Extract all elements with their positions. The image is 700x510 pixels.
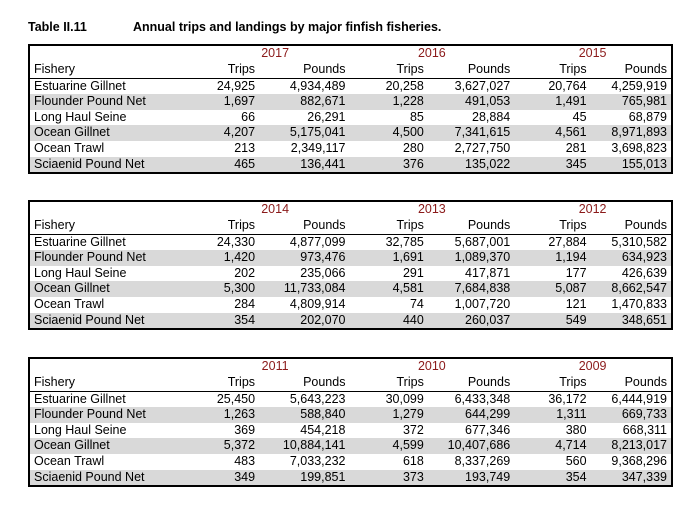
trips-column-header: Trips xyxy=(514,62,590,78)
year-label: 2017 xyxy=(261,46,290,61)
pounds-cell: 5,310,582 xyxy=(611,234,667,249)
trips-cell: 349 xyxy=(201,470,259,486)
trips-column-header: Trips xyxy=(201,62,259,78)
trips-cell: 213 xyxy=(234,140,256,155)
trips-cell: 20,258 xyxy=(385,78,424,93)
trips-cell: 36,172 xyxy=(548,391,587,406)
pounds-cell: 7,341,615 xyxy=(428,125,514,141)
trips-cell: 376 xyxy=(349,157,427,173)
pounds-cell: 2,727,750 xyxy=(454,140,511,155)
pounds-cell: 68,879 xyxy=(628,109,667,124)
pounds-column-header: Pounds xyxy=(259,218,349,234)
pounds-cell: 6,433,348 xyxy=(454,391,511,406)
year-row-spacer xyxy=(30,46,201,62)
table-row xyxy=(30,281,671,297)
year-label: 2013 xyxy=(417,202,446,217)
trips-cell: 618 xyxy=(402,453,424,468)
fishery-column-header: Fishery xyxy=(30,62,201,78)
table-row xyxy=(30,234,671,250)
pounds-cell: 765,981 xyxy=(591,94,671,110)
pounds-cell: 235,066 xyxy=(300,265,346,280)
fishery-column-header: Fishery xyxy=(30,375,201,391)
pounds-cell: 10,884,141 xyxy=(259,438,349,454)
trips-cell: 5,372 xyxy=(201,438,259,454)
pounds-cell: 644,299 xyxy=(428,407,514,423)
pounds-column-header: Pounds xyxy=(428,218,514,234)
pounds-cell: 4,877,099 xyxy=(289,234,346,249)
pounds-cell: 426,639 xyxy=(621,265,667,280)
trips-cell: 354 xyxy=(514,470,590,486)
table-row xyxy=(30,110,671,126)
fishery-name-cell: Long Haul Seine xyxy=(34,422,127,437)
trips-column-header: Trips xyxy=(349,218,427,234)
pounds-cell: 1,470,833 xyxy=(611,296,667,311)
trips-column-header: Trips xyxy=(514,218,590,234)
fishery-table-2 xyxy=(28,200,673,330)
table-row xyxy=(30,454,671,470)
year-header-row xyxy=(30,359,671,375)
pounds-cell: 417,871 xyxy=(465,265,511,280)
trips-cell: 32,785 xyxy=(385,234,424,249)
pounds-cell: 7,684,838 xyxy=(428,281,514,297)
trips-cell: 281 xyxy=(565,140,587,155)
fishery-name-cell: Ocean Trawl xyxy=(34,296,105,311)
trips-cell: 74 xyxy=(409,296,424,311)
table-row xyxy=(30,94,671,110)
pounds-cell: 4,259,919 xyxy=(611,78,667,93)
table-row xyxy=(30,157,671,173)
pounds-cell: 8,213,017 xyxy=(591,438,671,454)
trips-cell: 24,330 xyxy=(216,234,256,249)
pounds-cell: 4,934,489 xyxy=(289,78,346,93)
table-title: Annual trips and landings by major finfish fisheries. xyxy=(133,20,442,34)
pounds-cell: 9,368,296 xyxy=(611,453,667,468)
fishery-name-cell: Long Haul Seine xyxy=(34,265,127,280)
trips-cell: 4,581 xyxy=(349,281,427,297)
table-row xyxy=(30,391,671,407)
pounds-cell: 7,033,232 xyxy=(289,453,346,468)
pounds-cell: 1,089,370 xyxy=(428,250,514,266)
trips-cell: 549 xyxy=(514,313,590,329)
trips-cell: 1,691 xyxy=(349,250,427,266)
pounds-cell: 634,923 xyxy=(591,250,671,266)
table-row xyxy=(30,423,671,439)
pounds-cell: 588,840 xyxy=(259,407,349,423)
table-row xyxy=(30,438,671,454)
fishery-name-cell: Ocean Trawl xyxy=(34,140,105,155)
trips-cell: 1,228 xyxy=(349,94,427,110)
trips-cell: 66 xyxy=(241,109,256,124)
pounds-cell: 260,037 xyxy=(428,313,514,329)
pounds-cell: 491,053 xyxy=(428,94,514,110)
column-header-row xyxy=(30,218,671,234)
trips-cell: 369 xyxy=(234,422,256,437)
year-row-spacer xyxy=(30,359,201,375)
table-row xyxy=(30,470,671,486)
trips-cell: 1,263 xyxy=(201,407,259,423)
trips-cell: 25,450 xyxy=(216,391,256,406)
pounds-column-header: Pounds xyxy=(591,62,671,78)
trips-column-header: Trips xyxy=(349,62,427,78)
table-row xyxy=(30,125,671,141)
pounds-cell: 5,687,001 xyxy=(454,234,511,249)
year-row-spacer xyxy=(30,202,201,218)
pounds-cell: 155,013 xyxy=(591,157,671,173)
pounds-cell: 135,022 xyxy=(428,157,514,173)
fishery-name-cell: Flounder Pound Net xyxy=(30,250,201,266)
fishery-name-cell: Flounder Pound Net xyxy=(30,407,201,423)
trips-cell: 85 xyxy=(409,109,424,124)
trips-cell: 45 xyxy=(572,109,587,124)
trips-cell: 345 xyxy=(514,157,590,173)
year-label: 2015 xyxy=(578,46,607,61)
pounds-cell: 202,070 xyxy=(259,313,349,329)
trips-cell: 1,491 xyxy=(514,94,590,110)
year-label: 2010 xyxy=(417,359,446,374)
pounds-cell: 5,175,041 xyxy=(259,125,349,141)
pounds-cell: 28,884 xyxy=(472,109,511,124)
trips-cell: 4,561 xyxy=(514,125,590,141)
year-label: 2009 xyxy=(578,359,607,374)
pounds-cell: 11,733,084 xyxy=(259,281,349,297)
trips-cell: 5,300 xyxy=(201,281,259,297)
trips-cell: 380 xyxy=(565,422,587,437)
trips-cell: 4,500 xyxy=(349,125,427,141)
trips-cell: 1,194 xyxy=(514,250,590,266)
trips-cell: 465 xyxy=(201,157,259,173)
trips-cell: 202 xyxy=(234,265,256,280)
fishery-table-1 xyxy=(28,44,673,174)
table-row xyxy=(30,250,671,266)
pounds-column-header: Pounds xyxy=(591,218,671,234)
trips-cell: 30,099 xyxy=(385,391,424,406)
pounds-cell: 193,749 xyxy=(428,470,514,486)
fishery-name-cell: Ocean Trawl xyxy=(34,453,105,468)
trips-cell: 121 xyxy=(565,296,587,311)
column-header-row xyxy=(30,375,671,391)
pounds-cell: 3,627,027 xyxy=(454,78,511,93)
trips-column-header: Trips xyxy=(514,375,590,391)
year-label: 2016 xyxy=(417,46,446,61)
fishery-name-cell: Sciaenid Pound Net xyxy=(30,470,201,486)
trips-cell: 483 xyxy=(234,453,256,468)
fishery-name-cell: Ocean Gillnet xyxy=(30,438,201,454)
trips-cell: 24,925 xyxy=(216,78,256,93)
trips-cell: 4,207 xyxy=(201,125,259,141)
pounds-cell: 1,007,720 xyxy=(454,296,511,311)
trips-cell: 27,884 xyxy=(548,234,587,249)
table-row xyxy=(30,313,671,329)
trips-cell: 4,714 xyxy=(514,438,590,454)
fishery-name-cell: Estuarine Gillnet xyxy=(34,391,126,406)
pounds-cell: 973,476 xyxy=(259,250,349,266)
pounds-column-header: Pounds xyxy=(428,62,514,78)
fishery-name-cell: Sciaenid Pound Net xyxy=(30,313,201,329)
pounds-cell: 5,643,223 xyxy=(289,391,346,406)
trips-column-header: Trips xyxy=(201,218,259,234)
trips-column-header: Trips xyxy=(349,375,427,391)
trips-cell: 372 xyxy=(402,422,424,437)
pounds-cell: 8,662,547 xyxy=(591,281,671,297)
fishery-column-header: Fishery xyxy=(30,218,201,234)
fishery-name-cell: Estuarine Gillnet xyxy=(34,234,126,249)
trips-cell: 5,087 xyxy=(514,281,590,297)
table-number: Table II.11 xyxy=(28,20,87,34)
trips-cell: 1,697 xyxy=(201,94,259,110)
table-row xyxy=(30,141,671,157)
pounds-cell: 199,851 xyxy=(259,470,349,486)
trips-cell: 177 xyxy=(565,265,587,280)
pounds-cell: 10,407,686 xyxy=(428,438,514,454)
pounds-cell: 2,349,117 xyxy=(290,140,346,155)
pounds-column-header: Pounds xyxy=(428,375,514,391)
pounds-cell: 8,337,269 xyxy=(454,453,511,468)
year-label: 2012 xyxy=(578,202,607,217)
fishery-name-cell: Flounder Pound Net xyxy=(30,94,201,110)
fishery-name-cell: Long Haul Seine xyxy=(34,109,127,124)
table-row xyxy=(30,407,671,423)
pounds-cell: 26,291 xyxy=(307,109,346,124)
pounds-cell: 677,346 xyxy=(465,422,511,437)
fishery-name-cell: Sciaenid Pound Net xyxy=(30,157,201,173)
trips-cell: 1,279 xyxy=(349,407,427,423)
year-header-row xyxy=(30,46,671,62)
pounds-cell: 454,218 xyxy=(300,422,346,437)
pounds-cell: 347,339 xyxy=(591,470,671,486)
trips-cell: 354 xyxy=(201,313,259,329)
pounds-column-header: Pounds xyxy=(259,62,349,78)
table-row xyxy=(30,266,671,282)
fishery-table-3 xyxy=(28,357,673,487)
year-label: 2014 xyxy=(261,202,290,217)
pounds-cell: 348,651 xyxy=(591,313,671,329)
pounds-cell: 6,444,919 xyxy=(611,391,667,406)
trips-cell: 280 xyxy=(402,140,424,155)
pounds-cell: 669,733 xyxy=(591,407,671,423)
trips-cell: 1,420 xyxy=(201,250,259,266)
trips-cell: 20,764 xyxy=(548,78,587,93)
trips-cell: 4,599 xyxy=(349,438,427,454)
pounds-cell: 8,971,893 xyxy=(591,125,671,141)
fishery-name-cell: Ocean Gillnet xyxy=(30,281,201,297)
pounds-cell: 882,671 xyxy=(259,94,349,110)
pounds-column-header: Pounds xyxy=(591,375,671,391)
fishery-name-cell: Estuarine Gillnet xyxy=(34,78,126,93)
fishery-name-cell: Ocean Gillnet xyxy=(30,125,201,141)
year-header-row xyxy=(30,202,671,218)
trips-cell: 560 xyxy=(565,453,587,468)
trips-column-header: Trips xyxy=(201,375,259,391)
table-row xyxy=(30,78,671,94)
trips-cell: 284 xyxy=(234,296,256,311)
year-label: 2011 xyxy=(261,359,289,374)
pounds-cell: 668,311 xyxy=(622,422,667,437)
table-row xyxy=(30,297,671,313)
trips-cell: 373 xyxy=(349,470,427,486)
pounds-column-header: Pounds xyxy=(259,375,349,391)
column-header-row xyxy=(30,62,671,78)
pounds-cell: 136,441 xyxy=(259,157,349,173)
trips-cell: 1,311 xyxy=(514,407,590,423)
trips-cell: 440 xyxy=(349,313,427,329)
trips-cell: 291 xyxy=(402,265,424,280)
pounds-cell: 4,809,914 xyxy=(289,296,346,311)
pounds-cell: 3,698,823 xyxy=(611,140,667,155)
